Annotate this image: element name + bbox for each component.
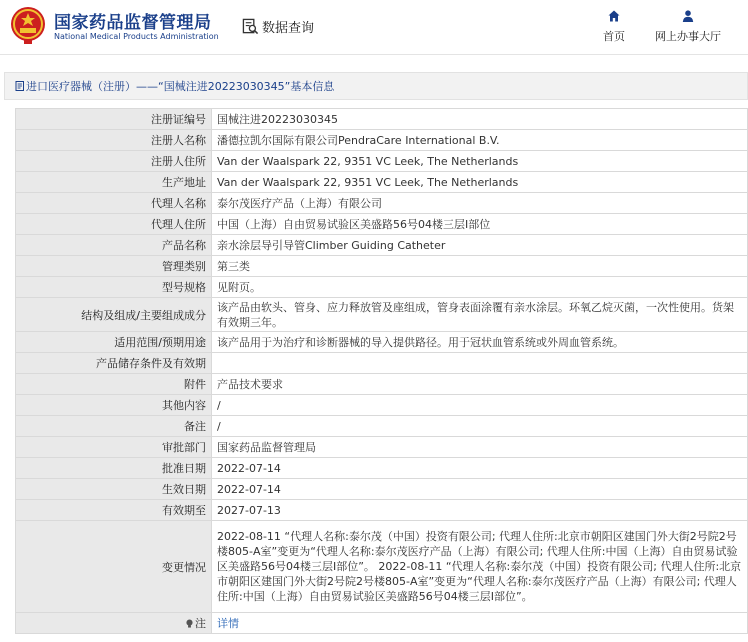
field-value: Van der Waalspark 22, 9351 VC Leek, The Netherlands xyxy=(212,172,748,193)
table-row xyxy=(16,395,748,416)
field-label: 结构及组成/主要组成成分 xyxy=(16,298,212,332)
user-icon xyxy=(682,10,694,22)
brand-name-english: National Medical Products Administration xyxy=(54,32,219,41)
field-value: 见附页。 xyxy=(212,277,748,298)
data-query-label: 数据查询 xyxy=(262,20,315,36)
field-label: 批准日期 xyxy=(16,458,212,479)
field-label: 备注 xyxy=(16,416,212,437)
field-label: 审批部门 xyxy=(16,437,212,458)
field-label: 注册证编号 xyxy=(16,109,212,130)
field-value: 泰尔茂医疗产品（上海）有限公司 xyxy=(212,193,748,214)
table-row xyxy=(16,172,748,193)
field-value: 国械注进20223030345 xyxy=(212,109,748,130)
table-row xyxy=(16,437,748,458)
brand-name: 国家药品监督管理局 xyxy=(54,13,212,33)
field-value: 中国（上海）自由贸易试验区美盛路56号04楼三层I部位 xyxy=(212,214,748,235)
field-value: / xyxy=(212,416,748,437)
table-row xyxy=(16,235,748,256)
field-value: 2022-07-14 xyxy=(212,479,748,500)
nav-home[interactable] xyxy=(603,10,625,44)
table-row xyxy=(16,332,748,353)
field-label: 代理人住所 xyxy=(16,214,212,235)
page-title-bar xyxy=(4,72,748,100)
details-link[interactable]: 详情 xyxy=(217,616,239,630)
field-value: 亲水涂层导引导管Climber Guiding Catheter xyxy=(212,235,748,256)
table-row xyxy=(16,374,748,395)
lightbulb-icon xyxy=(185,619,194,628)
table-row xyxy=(16,256,748,277)
data-query-button[interactable] xyxy=(242,15,314,37)
field-value: 2022-07-14 xyxy=(212,458,748,479)
note-label-cell xyxy=(16,613,212,634)
field-label: 生产地址 xyxy=(16,172,212,193)
table-row xyxy=(16,521,748,613)
site-header xyxy=(0,0,748,55)
search-document-icon xyxy=(242,18,259,35)
field-label: 变更情况 xyxy=(16,521,212,613)
field-label: 产品储存条件及有效期 xyxy=(16,353,212,374)
table-row xyxy=(16,458,748,479)
field-value: 2027-07-13 xyxy=(212,500,748,521)
field-value: 该产品由软头、管身、应力释放管及座组成，管身表面涂覆有亲水涂层。环氧乙烷灭菌，一次性使用。货架有效期三年。 xyxy=(212,298,748,332)
field-label: 产品名称 xyxy=(16,235,212,256)
field-value: 该产品用于为治疗和诊断器械的导入提供路径。用于冠状血管系统或外周血管系统。 xyxy=(212,332,748,353)
field-value: 潘德拉凯尔国际有限公司PendraCare International B.V. xyxy=(212,130,748,151)
field-label: 有效期至 xyxy=(16,500,212,521)
table-row xyxy=(16,109,748,130)
field-value xyxy=(212,353,748,374)
table-row xyxy=(16,298,748,332)
national-emblem-icon xyxy=(10,5,46,45)
nav-online-hall-label: 网上办事大厅 xyxy=(655,30,721,43)
table-row xyxy=(16,151,748,172)
table-row xyxy=(16,130,748,151)
field-value: 国家药品监督管理局 xyxy=(212,437,748,458)
table-row xyxy=(16,277,748,298)
page-title: 进口医疗器械（注册）——“国械注进20223030345”基本信息 xyxy=(26,80,335,93)
note-value-cell xyxy=(212,613,748,634)
document-icon xyxy=(15,81,25,91)
field-label: 生效日期 xyxy=(16,479,212,500)
field-value: 产品技术要求 xyxy=(212,374,748,395)
table-row xyxy=(16,353,748,374)
field-label: 适用范围/预期用途 xyxy=(16,332,212,353)
table-row xyxy=(16,214,748,235)
field-label: 管理类别 xyxy=(16,256,212,277)
note-label: 注 xyxy=(195,617,206,630)
field-label: 注册人名称 xyxy=(16,130,212,151)
field-value: / xyxy=(212,395,748,416)
field-label: 代理人名称 xyxy=(16,193,212,214)
field-label: 附件 xyxy=(16,374,212,395)
table-row xyxy=(16,500,748,521)
home-icon xyxy=(608,10,620,22)
field-value: 第三类 xyxy=(212,256,748,277)
nav-home-label: 首页 xyxy=(603,30,625,43)
field-value: Van der Waalspark 22, 9351 VC Leek, The Netherlands xyxy=(212,151,748,172)
table-row xyxy=(16,193,748,214)
registration-detail-table xyxy=(15,108,748,634)
table-row xyxy=(16,416,748,437)
table-row xyxy=(16,479,748,500)
table-row xyxy=(16,613,748,634)
field-label: 型号规格 xyxy=(16,277,212,298)
field-label: 注册人住所 xyxy=(16,151,212,172)
nav-online-hall[interactable] xyxy=(655,10,721,44)
field-value: 2022-08-11 “代理人名称:泰尔茂（中国）投资有限公司; 代理人住所:北京市朝阳区建国门外大街2号院2号楼805-A室”变更为“代理人名称:泰尔茂医疗产品（上海）有限公司; 代理人住所:中国（上海）自由贸易试验区美盛路56号04楼三层I部位”。 2022-08-11 “代理人名称:泰尔茂（中国）投资有限公司; 代理人住所:北京市朝阳区建国门外大街2号院2号楼805-A室”变更为“代理人名称:泰尔茂医疗产品（上海）有限公司; 代理人住所:中国（上海）自由贸易试验区美盛路56号04楼三层I部位”。 xyxy=(212,521,748,613)
field-label: 其他内容 xyxy=(16,395,212,416)
